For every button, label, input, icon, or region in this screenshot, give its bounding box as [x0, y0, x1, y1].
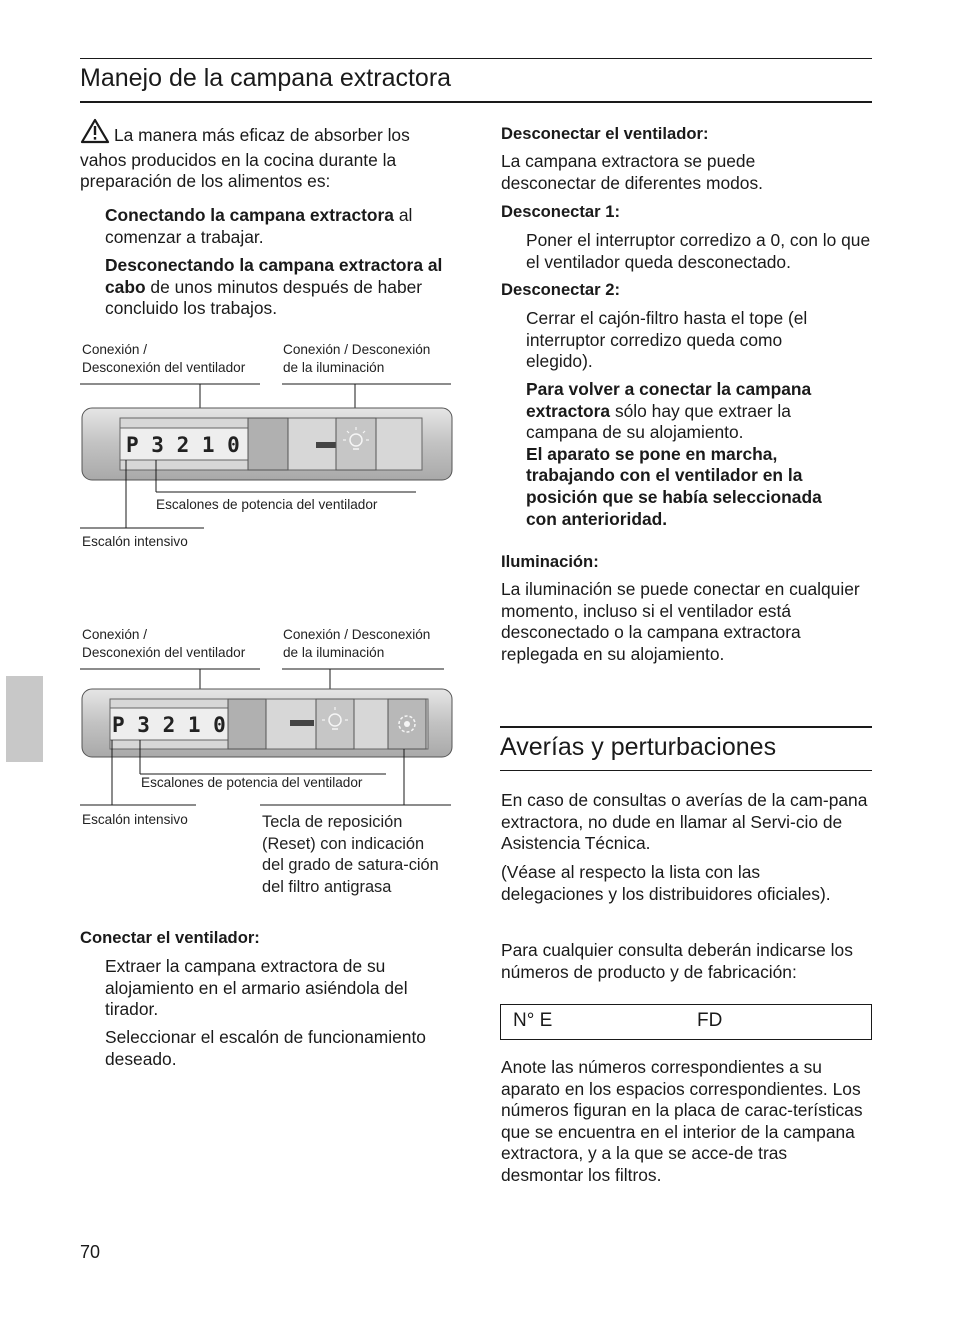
connect-step-1: Extraer la campana extractora de su alojamiento en el armario asiéndola del tirador. [105, 956, 408, 1020]
d1-display: P 3 2 1 0 [126, 433, 240, 457]
lighting-heading: Iluminación: [501, 552, 599, 571]
reconnect-paragraph [526, 379, 856, 530]
intro-item-2-bold: Desconectando la campana extractora al cabo [105, 255, 443, 297]
intro-item-1-bold: Conectando la campana extractora [105, 205, 394, 225]
faults-p2: (Véase al respecto la lista con las delegaciones y los distribuidores oficiales). [501, 862, 831, 904]
disconnect-heading: Desconectar el ventilador: [501, 124, 709, 143]
disconnect-1-text: Poner el interruptor corredizo a 0, con lo que el ventilador queda desconectado. [526, 230, 871, 272]
intro-paragraph [80, 118, 455, 193]
title-rule [80, 101, 872, 103]
d1-label-intensive: Escalón intensivo [82, 534, 188, 549]
connect-step-2: Seleccionar el escalón de funcionamiento deseado. [105, 1027, 426, 1069]
reconnect-note: El aparato se pone en marcha, trabajando con el ventilador en la posición que se había seleccionada con anterioridad. [526, 443, 822, 529]
intro-text: La manera más eficaz de absorber los vahos producidos en la cocina durante la preparación de los alimentos es: [80, 125, 410, 192]
product-number-box [500, 1004, 872, 1040]
d2-label-intensive: Escalón intensivo [82, 812, 188, 827]
intro-item-1-rest: al comenzar a trabajar. [105, 205, 413, 247]
warning-triangle-icon [80, 118, 110, 150]
page-title: Manejo de la campana extractora [80, 64, 452, 92]
lighting-text: La iluminación se puede conectar en cualquier momento, incluso si el ventilador está desconectado o la campana extractora replegada en su alojamiento. [501, 579, 860, 664]
page-number: 70 [80, 1242, 101, 1262]
field-e-label: N° E [513, 1010, 553, 1031]
reconnect-bold: Para volver a conectar la campana extractora [526, 379, 812, 421]
field-fd-label: FD [697, 1010, 723, 1031]
d1-label-fan: Conexión / Desconexión del ventilador [82, 342, 246, 375]
intro-item-2 [105, 255, 457, 320]
d2-label-levels: Escalones de potencia del ventilador [141, 775, 363, 790]
faults-p4: Anote las números correspondientes a su aparato en los espacios correspondientes. Los números figuran en la placa de carac-terísticas que se encuentra en el interior de la campana extractora, y a la que se acce-de tras desmontar los filtros. [501, 1057, 863, 1185]
d2-display: P 3 2 1 0 [112, 713, 226, 737]
disconnect-2-text: Cerrar el cajón-filtro hasta el tope (el interruptor corredizo queda como elegido). [526, 308, 808, 372]
faults-bottom-rule [500, 770, 872, 771]
connect-heading: Conectar el ventilador: [80, 928, 260, 947]
d2-label-reset: Tecla de reposición (Reset) con indicación del grado de satura-ción del filtro antigrasa [262, 813, 439, 896]
d2-label-fan: Conexión / Desconexión del ventilador [82, 627, 246, 660]
faults-p3: Para cualquier consulta deberán indicarse los números de producto y de fabricación: [501, 940, 853, 982]
disconnect-intro: La campana extractora se puede desconectar de diferentes modos. [501, 151, 763, 193]
d1-label-light: Conexión / Desconexión de la iluminación [283, 342, 431, 375]
top-rule [80, 58, 872, 59]
intro-item-1 [105, 205, 455, 248]
faults-p1: En caso de consultas o averías de la cam-pana extractora, no dude en llamar al Servi-cio de Asistencia Técnica. [501, 790, 868, 854]
section-tab [6, 676, 43, 762]
disconnect-2-heading: Desconectar 2: [501, 280, 620, 299]
intro-item-2-rest: de unos minutos después de haber concluido los trabajos. [105, 276, 423, 319]
faults-title: Averías y perturbaciones [500, 733, 777, 761]
reconnect-rest: sólo hay que extraer la campana de su alojamiento. [526, 400, 791, 443]
control-panel-diagram-1 [76, 380, 458, 540]
disconnect-1-heading: Desconectar 1: [501, 202, 620, 221]
d1-label-levels: Escalones de potencia del ventilador [156, 497, 378, 512]
d2-label-light: Conexión / Desconexión de la iluminación [283, 627, 431, 660]
faults-top-rule [500, 726, 872, 728]
